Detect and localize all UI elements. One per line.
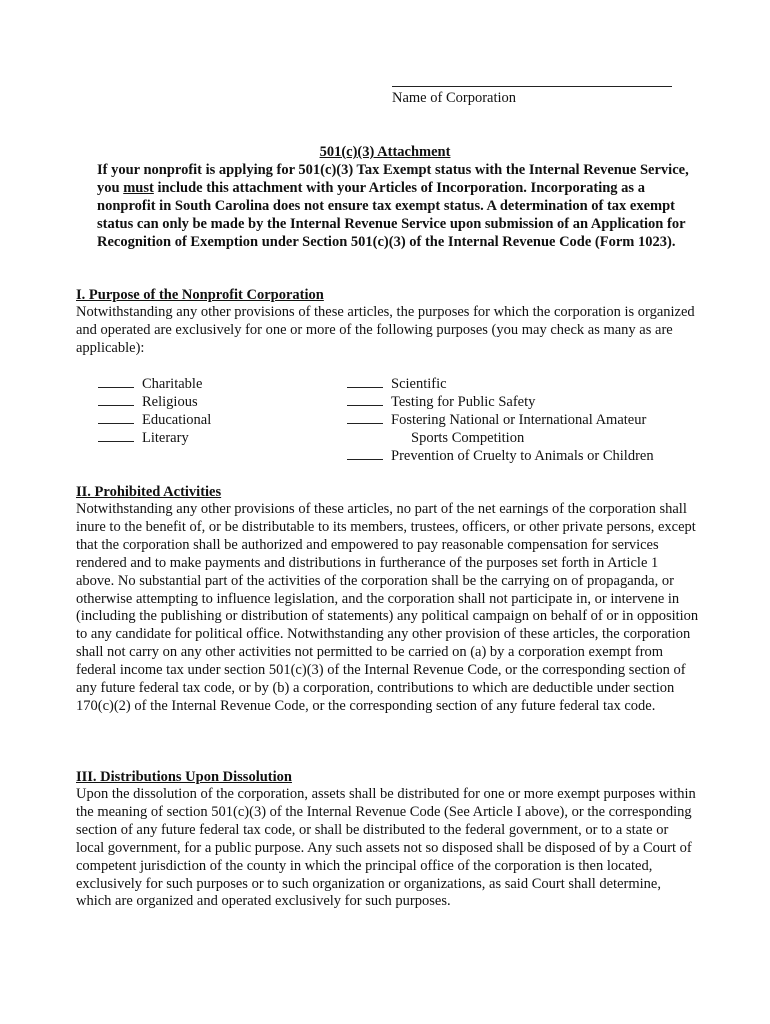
option-label: Religious [142, 394, 198, 410]
option-label: Charitable [142, 376, 203, 392]
checkbox-blank[interactable] [347, 447, 383, 460]
section-2-heading: II. Prohibited Activities [76, 484, 222, 500]
option-label: Educational [142, 412, 212, 428]
option-label: Literary [142, 430, 189, 446]
purpose-option-charitable[interactable] [98, 375, 202, 393]
checkbox-blank[interactable] [98, 411, 134, 424]
purpose-option-public-safety[interactable] [347, 393, 535, 411]
purpose-option-religious[interactable] [98, 393, 198, 411]
intro-text-1: If your nonprofit is applying for 501(c)(3) Tax Exempt status with the Internal Revenue Service, you [97, 162, 689, 196]
purpose-option-scientific[interactable] [347, 375, 447, 393]
section-3-heading: III. Distributions Upon Dissolution [76, 769, 292, 785]
purpose-option-animal-cruelty[interactable] [347, 447, 654, 465]
option-label: Testing for Public Safety [391, 394, 536, 410]
purpose-option-amateur-sports[interactable] [347, 411, 646, 429]
checkbox-blank[interactable] [98, 429, 134, 442]
checkbox-blank[interactable] [98, 375, 134, 388]
attachment-intro [97, 161, 707, 251]
option-label: Fostering National or International Amateur [391, 412, 647, 428]
section-3-body: Upon the dissolution of the corporation, assets shall be distributed for one or more exempt purposes within the meaning of section 501(c)(3) of the Internal Revenue Code (See Article I above), or the corresponding section of any future federal tax code, or shall be distributed to the federal government, or to a state or local government, for a public purpose. Any such assets not so disposed shall be disposed of by a Court of competent jurisdiction of the county in which the principal office of the corporation is then located, exclusively for such purposes or to such organization or organizations, as said Court shall determine, which are organized and operated exclusively for such purposes. [76, 786, 696, 910]
section-2-body: Notwithstanding any other provisions of these articles, no part of the net earnings of the corporation shall inure to the benefit of, or be distributable to its members, trustees, officers, or other private persons, except that the corporation shall be authorized and empowered to pay reasonable compensation for services rendered and to make payments and distributions in furtherance of the purposes set forth in Article 1 above. No substantial part of the activities of the corporation shall be the carrying on of propaganda, or otherwise attempting to influence legislation, and the corporation shall not participate in, or intervene in (including the publishing or distribution of statements) any political campaign on behalf of or in opposition to any candidate for political office. Notwithstanding any other provision of these articles, the corporation shall not carry on any other activities not permitted to be carried on (a) by a corporation exempt from federal income tax under section 501(c)(3) of the Internal Revenue Code, or the corresponding section of any future federal tax code, or by (b) a corporation, contributions to which are deductible under section 170(c)(2) of the Internal Revenue Code, or the corresponding section of any future federal tax code. [76, 501, 699, 714]
corporation-name-line[interactable] [392, 86, 672, 87]
purpose-option-literary[interactable] [98, 429, 189, 447]
attachment-title: 501(c)(3) Attachment [319, 144, 451, 160]
option-label-continuation: Sports Competition [411, 430, 525, 446]
corporation-name-label: Name of Corporation [392, 90, 517, 106]
purpose-option-educational[interactable] [98, 411, 211, 429]
intro-emphasis: must [123, 180, 154, 196]
checkbox-blank[interactable] [347, 375, 383, 388]
checkbox-blank[interactable] [98, 393, 134, 406]
checkbox-blank[interactable] [347, 411, 383, 424]
checkbox-blank[interactable] [347, 393, 383, 406]
section-1-heading: I. Purpose of the Nonprofit Corporation [76, 287, 324, 303]
intro-text-2: include this attachment with your Articles of Incorporation. Incorporating as a nonprofit in South Carolina does not ensure tax exempt status. A determination of tax exempt status can only be made by the Internal Revenue Service upon submission of an Application for Recognition of Exemption under Section 501(c)(3) of the Internal Revenue Code (Form 1023). [97, 180, 686, 250]
section-1-body: Notwithstanding any other provisions of these articles, the purposes for which the corporation is organized and operated are exclusively for one or more of the following purposes (you may check as many as are applicable): [76, 304, 695, 356]
option-label: Prevention of Cruelty to Animals or Children [391, 448, 654, 464]
option-label: Scientific [391, 376, 447, 392]
